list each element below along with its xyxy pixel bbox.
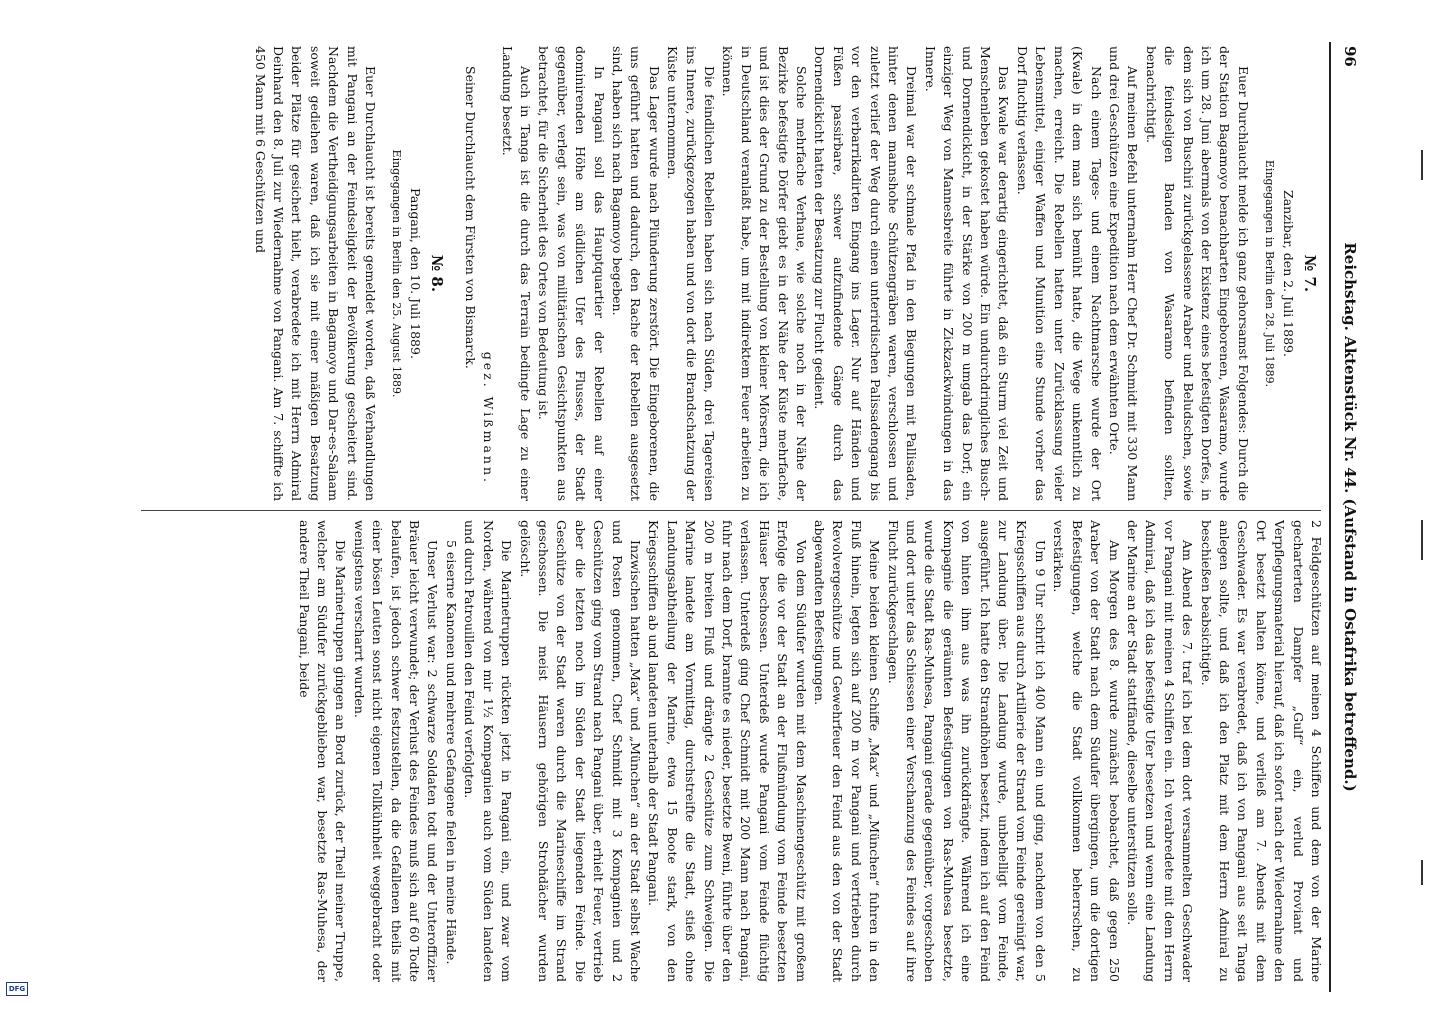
doc7-paragraph: Auf meinen Befehl unternahm Herr Chef Dr. Schmidt mit 330 Mann und drei Geschützen eine Expedition nach dem erwähnten Orte. xyxy=(1106,46,1141,501)
document-7-number: № 7. xyxy=(1301,254,1319,293)
right-paragraph: Um 9 Uhr schritt ich 400 Mann ein und ging, nachdem von den 5 Kriegsschiffen aus durch Artillerie der Strand vom Feinde gereinigt war, zur Landung über. Die Landung wurde, unbehelligt vom Feinde, ausgeführt. Ich hatte den Strandhöhen besetzt, indem ich auf den Feind von hinten ihm aus was ihn zurückdrängte. Während ich eine Kompagnie die geräumten Befestigungen von Ras-Muhesa besetzte, wurde die Stadt Ras-Muhesa, Pangani gerade gegenüber, vorgeschoben und dort unter das Schiessen einer Verschanzung des Feindes auf ihre Flucht zurückgeschlagen. xyxy=(885,520,1048,982)
right-paragraph: 5 eiserne Kanonen und mehrere Gefangene fielen in meine Hände. xyxy=(443,540,459,965)
doc7-paragraph: Das Kwale war derartig eingerichtet, daß ein Sturm viel Zeit und Menschenleben gekostet haben würde. Ein undurchdringliches Busch- und Dornendickicht, in der Stärke von 200 m umgab das Dorf; ein einziger Weg von Mannesbreite führte in Zickzackwindungen in das Innere. xyxy=(922,46,1012,501)
doc8-paragraph: Euer Durchlaucht ist bereits gemeldet worden, daß Verhandlungen mit Pangani an der Feindseligkeit der Bevölkerung gescheitert sind. Nachdem die Vertheidigungsarbeiten in Bagamoyo und Dar-es-Salaam soweit gediehen waren, daß ich sie mit einer mäßigen Besatzung beider Plätze für gesichert hielt, verabredete ich mit Herrn Admiral Deinhard den 8. Juli zur Wiedernahme von Pangani. Am 7. schiffte ich 450 Mann mit 6 Geschützen und xyxy=(252,46,379,501)
right-paragraph: Die Marinetruppen gingen an Bord zurück, der Theil meiner Truppe, welcher am Südufer zurückgeblieben war, besetzte Ras-Muhesa, der andere Theil Pangani, beide xyxy=(296,520,349,982)
page-header xyxy=(1329,42,1365,992)
page-header-title: Reichstag. Aktenstück Nr. 44. (Aufstand in Ostafrika betreffend.) xyxy=(1341,242,1359,792)
scanned-page xyxy=(75,42,1365,992)
doc7-paragraph: Das Lager wurde nach Plünderung zerstört. Die Eingeborenen, die uns geführt hatten und dadurch, den Rache der Rebellen ausgesetzt sind, haben sich nach Bagamoyo begeben. xyxy=(609,46,662,501)
right-paragraph: Meine beiden kleinen Schiffe „Max“ und „München“ fuhren in den Fluß hinein, legten sich auf 200 m vor Pangani und vertrieben durch Revolvergeschütze und Gewehrfeuer den Feind aus den von der Stadt abgewandten Befestigungen. xyxy=(812,520,883,982)
right-paragraph: Von dem Südufer wurden mit dem Maschinengeschütz mit großem Erfolge die vor der Stadt an der Flußmündung vom Feinde besetzten Häuser beschossen. Unterdeß wurde Pangani vom Feinde flüchtig verlassen. Unterdeß ging Chef Schmidt mit 200 Mann nach Pangani, fuhr nach dem Dorf, brannte es nieder, besetzte Bweni, führte über den 200 m breiten Fluß und drängte 2 Geschütze zum Schweigen. Die Marine landete am Vormittag, durchstreifte die Stadt, stieß ohne Landungsabtheilung der Marine, etwa 15 Boote stark, von den Kriegsschiffen ab und landeten unterhalb der Stadt Pangani. xyxy=(646,520,809,982)
doc7-paragraph: Nach einem Tages- und einem Nachtmarsche wurde der Ort (Kwale) in dem man sich bemüht hatte, die Wege unkenntlich zu machen, erreicht. Die Rebellen hatten unter Zurücklassung vieler Lebensmittel, einiger Waffen und Munition eine Stunde vorher das Dorf fluchtig verlassen. xyxy=(1014,46,1104,501)
doc7-paragraph: Euer Durchlaucht melde ich ganz gehorsamst Folgendes: Durch die der Station Bagamoyo benachbarten Eingeborenen, Wasaramo, wurde ich um 28. Juni abermals von der Existenz eines befestigten Dorfes, in dem sich von Buschiri zurückgelassene Araber und Beludschen, sowie die feindseligen Banden von Wasaramo befinden sollten, benachrichtigt. xyxy=(1143,46,1251,501)
doc7-paragraph: Dreimal war der schmale Pfad in den Biegungen mit Pallisaden, hinter denen mannshohe Schützengräben waren, verschlossen und zuletzt verlief der Weg durch einen unterirdischen Palissadengang bis vor den verbarrikadirten Eingang ins Lager. Nur auf Händen und Füßen passirbare, schwer aufzufindende Gänge durch das Dornendickicht hatten der Besatzung zur Flucht gedient. xyxy=(812,46,920,501)
column-divider xyxy=(141,510,1321,511)
document-7-received: Eingegangen in Berlin den 28. Juli 1889. xyxy=(1263,159,1277,388)
doc7-paragraph: Die feindlichen Rebellen haben sich nach Süden, drei Tagereisen ins Innere, zurückgezogen haben und von dort die Brandschatzung der Küste unternommen. xyxy=(665,46,717,501)
document-8-number: № 8. xyxy=(428,254,447,293)
right-paragraph: Inzwischen hatten „Max“ und „München“ an der Stadt selbst Wache und Posten genommen, Chef Schmidt mit 3 Kompagnien und 2 Geschützen ging vom Strand nach Pangani über, erhielt Feuer, vertrieb aber die letzten noch im Süden der Stadt liegenden Feinde. Die Geschütze von der Stadt waren durch die Marineschiffe im Strand geschossen. Die meist Häusern gehörigen Strohdächer wurden gelöscht. xyxy=(517,520,643,982)
doc7-paragraph: Auch in Tanga ist die durch das Terrain bedingte Lage zu einer Landung besetzt. xyxy=(499,46,533,501)
right-paragraph: Am Morgen des 8. wurde zunächst beobachtet, daß gegen 250 Araber von der Stadt nach dem Südufer übergingen, um die dortigen Befestigungen, welche die Stadt vollkommen beherrschen, zu verstärken. xyxy=(1051,520,1122,982)
page-number: 96 xyxy=(1341,46,1359,67)
document-8-place-date: Pangani, den 10. Juli 1889. xyxy=(407,188,423,359)
page-edge-marks xyxy=(1417,0,1432,1000)
document-8-received: Eingegangen in Berlin den 25. August 1889. xyxy=(390,149,404,398)
document-7-signature: gez. Wißmann. xyxy=(481,351,497,485)
right-paragraph: Die Marinetruppen rückten jetzt in Pangani ein, und zwar vom Norden, während von mir 1½ Kompagnien auch vom Süden landeten und durch Patrouillen den Feind verfolgten. xyxy=(462,520,515,982)
document-7-addressee: Seiner Durchlaucht dem Fürsten von Bismarck. xyxy=(462,66,478,369)
left-column xyxy=(135,46,1325,501)
right-paragraph: 2 Feldgeschützen auf meinen 4 Schiffen und dem von der Marine gecharterten Dampfer „Gulf“ ein, verlud Proviant und Verpflegungsmaterial hierauf, daß ich sofort nach der Wiedernahme den Ort besetzt halten könne, und verließ am 7. Abends mit dem Geschwader. Es war verabredet, daß ich von Pangani aus seit Tanga anlegen sollte, und daß ich den Platz mit dem Herrn Admiral zu beschießen beabsichtigte. xyxy=(1198,520,1324,982)
right-paragraph: Am Abend des 7. traf ich bei dem dort versammelten Geschwader vor Pangani mit meinen 4 Schiffen ein. Ich verabredete mit dem Herrn Admiral, daß ich das befestigte Ufer besetzen und wenn eine Landung der Marine an der Stadt stattfände, dieselbe unterstützen solle. xyxy=(1124,520,1196,982)
digitization-credit xyxy=(0,0,30,1000)
right-column xyxy=(135,520,1325,982)
right-paragraph: Unser Verlust war: 2 schwarze Soldaten todt und der Unteroffizier Bräuer leicht verwundet; der Verlust des Feindes muß sich auf 60 Todte belaufen, ist jedoch schwer festzustellen, da die Gefallenen theils mit einer bösen Leuten sonst nicht eigenen Tollkühnheit weggebracht oder wenigstens verscharrt wurden. xyxy=(351,520,441,982)
doc7-paragraph: Solche mehrfache Verhaue, wie solche noch in der Nähe der Bezirke befestigte Dörfer giebt es in der Nähe der Küste mehrfache, und ist dies der Grund zu der Bestellung von kleiner Mörsern, die ich in Deutschland veranlaßt habe, um mit indirektem Feuer arbeiten zu können. xyxy=(720,46,810,501)
document-7-place-date: Zanzibar, den 2. Juli 1889. xyxy=(1280,190,1296,357)
dfg-logo: DFG xyxy=(6,982,28,996)
doc7-paragraph: In Pangani soll das Hauptquartier der Rebellen auf einer dominirenden Höhe am südlichen Ufer des Flusses, der Stadt gegenüber, verlegt sein, was von militärischen Gesichtspunkten aus betrachtet, für die Sicherheit des Ortes von Bedeutung ist. xyxy=(536,46,607,501)
